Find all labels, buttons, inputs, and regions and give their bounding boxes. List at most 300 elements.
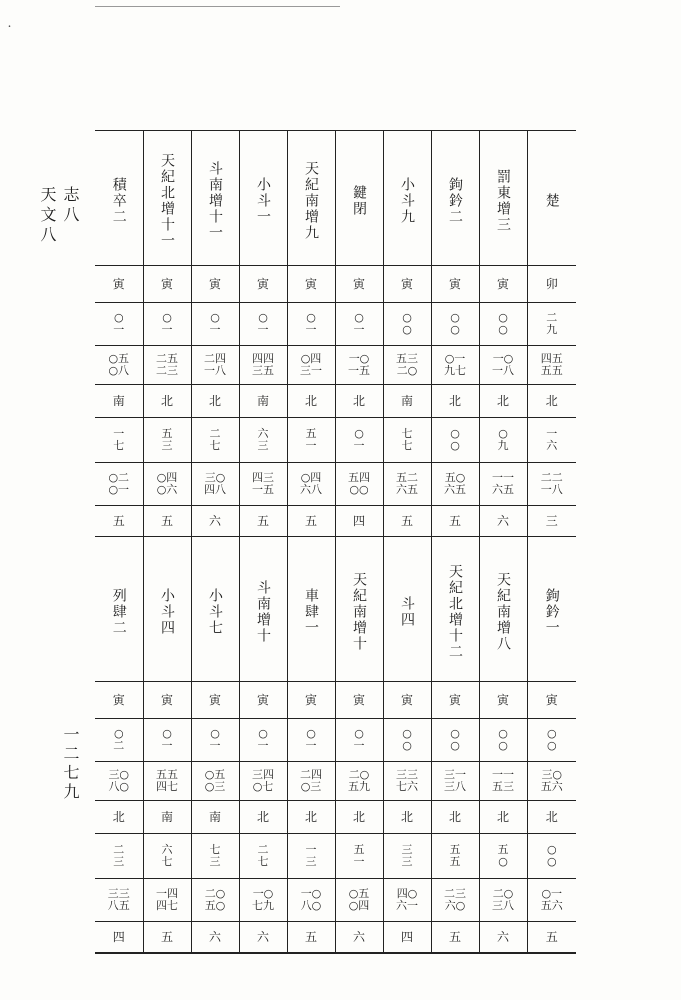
longitude-minutes: ○四 三一 [300, 351, 322, 377]
table-cell [431, 385, 479, 418]
longitude-minutes: 五五 四七 [156, 767, 178, 793]
bottom-row-star-name [95, 537, 576, 682]
table-cell [479, 682, 527, 719]
latitude-minutes: 五二 六五 [396, 470, 418, 496]
latitude-minutes: 一○ 八○ [300, 886, 322, 912]
latitude-degrees: 二 七 [209, 426, 221, 452]
magnitude: 五 [112, 513, 125, 528]
zodiac-branch: 寅 [496, 276, 509, 291]
star-name: 天紀北增十二 [447, 564, 464, 660]
bottom-row-longitude-degrees [95, 719, 576, 762]
latitude-degrees: ○ ○ [450, 426, 460, 452]
bottom-row-zodiac-branch [95, 682, 576, 719]
table-cell [191, 801, 239, 834]
longitude-minutes: 四四 三五 [252, 351, 274, 377]
table-cell [335, 463, 383, 506]
latitude-degrees: ○ 一 [353, 426, 365, 452]
latitude-direction: 北 [112, 809, 125, 824]
table-cell [527, 922, 576, 954]
table-cell [143, 922, 191, 954]
table-cell [527, 385, 576, 418]
longitude-minutes: 三三 七六 [396, 767, 418, 793]
table-cell [527, 537, 576, 682]
table-cell [527, 303, 576, 346]
zodiac-branch: 寅 [400, 276, 413, 291]
table-cell [95, 506, 143, 537]
table-cell [479, 506, 527, 537]
zodiac-branch: 寅 [448, 276, 461, 291]
table-cell [191, 346, 239, 385]
table-cell [335, 719, 383, 762]
magnitude: 五 [304, 513, 317, 528]
magnitude: 六 [496, 929, 509, 944]
table-cell [335, 303, 383, 346]
table-cell [239, 131, 287, 266]
latitude-minutes: 四三 一五 [252, 470, 274, 496]
longitude-minutes: 二四 一八 [204, 351, 226, 377]
latitude-minutes: 五四 ○○ [348, 470, 370, 496]
longitude-degrees: ○ ○ [450, 310, 460, 336]
table-cell [191, 537, 239, 682]
latitude-direction: 南 [160, 809, 173, 824]
table-cell [383, 346, 431, 385]
latitude-degrees: ○ 九 [497, 426, 509, 452]
star-name: 小斗七 [207, 588, 224, 636]
star-name: 天紀南增八 [495, 572, 512, 652]
latitude-minutes: 五○ 六五 [444, 470, 466, 496]
table-cell [287, 506, 335, 537]
table-cell [239, 506, 287, 537]
top-row-magnitude [95, 506, 576, 537]
table-cell [287, 463, 335, 506]
longitude-degrees: ○ ○ [450, 726, 460, 752]
latitude-degrees: 三 三 [401, 842, 413, 868]
latitude-minutes: 四○ 六一 [396, 886, 418, 912]
table-cell [191, 385, 239, 418]
table-cell [335, 682, 383, 719]
table-cell [191, 922, 239, 954]
table-cell [143, 131, 191, 266]
table-cell [335, 834, 383, 879]
latitude-minutes: ○二 ○一 [108, 470, 130, 496]
table-cell [479, 303, 527, 346]
latitude-degrees: 六 三 [257, 426, 269, 452]
table-cell [95, 131, 143, 266]
star-table [95, 130, 576, 954]
longitude-degrees: ○ 一 [305, 726, 317, 752]
table-cell [479, 266, 527, 303]
latitude-degrees: ○ ○ [546, 842, 557, 868]
latitude-direction: 北 [256, 809, 269, 824]
table-cell [191, 682, 239, 719]
latitude-direction: 北 [545, 393, 558, 408]
zodiac-branch: 寅 [160, 692, 173, 707]
table-cell [143, 682, 191, 719]
zodiac-branch: 寅 [400, 692, 413, 707]
bottom-row-magnitude [95, 922, 576, 954]
longitude-minutes: 二五 二三 [156, 351, 178, 377]
table-cell [431, 762, 479, 801]
latitude-direction: 北 [208, 393, 221, 408]
zodiac-branch: 寅 [304, 276, 317, 291]
longitude-degrees: ○ 一 [113, 310, 125, 336]
latitude-direction: 北 [352, 809, 365, 824]
top-rule [95, 6, 340, 7]
longitude-minutes: 二○ 五九 [348, 767, 370, 793]
table-cell [95, 682, 143, 719]
table-cell [431, 719, 479, 762]
table-cell [239, 762, 287, 801]
longitude-minutes: ○五 ○八 [108, 351, 130, 377]
table-cell [95, 537, 143, 682]
table-cell [383, 762, 431, 801]
latitude-direction: 北 [448, 809, 461, 824]
latitude-degrees: 一 三 [305, 842, 317, 868]
table-cell [287, 346, 335, 385]
latitude-degrees: 一 七 [113, 426, 125, 452]
longitude-degrees: ○ 一 [257, 726, 269, 752]
latitude-degrees: 五 ○ [497, 842, 509, 868]
table-cell [287, 303, 335, 346]
page-number: 一二七九 [61, 726, 80, 802]
table-cell [239, 922, 287, 954]
table-cell [287, 266, 335, 303]
magnitude: 六 [352, 929, 365, 944]
latitude-direction: 北 [160, 393, 173, 408]
zodiac-branch: 寅 [208, 692, 221, 707]
longitude-minutes: 三一 三八 [444, 767, 466, 793]
star-name: 積卒二 [110, 177, 127, 225]
longitude-minutes: 三四 ○七 [252, 767, 274, 793]
table-cell [95, 834, 143, 879]
latitude-direction: 南 [256, 393, 269, 408]
table-cell [383, 418, 431, 463]
magnitude: 五 [256, 513, 269, 528]
longitude-minutes: 一○ 一五 [348, 351, 370, 377]
magnitude: 五 [160, 929, 173, 944]
zodiac-branch: 寅 [545, 692, 558, 707]
table-cell [431, 266, 479, 303]
table-cell [191, 719, 239, 762]
zodiac-branch: 寅 [352, 276, 365, 291]
zodiac-branch: 寅 [208, 276, 221, 291]
table-cell [143, 463, 191, 506]
longitude-minutes: 三○ 八○ [108, 767, 130, 793]
table-cell [431, 834, 479, 879]
latitude-direction: 北 [304, 393, 317, 408]
table-cell [479, 834, 527, 879]
table-cell [143, 346, 191, 385]
latitude-minutes: ○一 五六 [540, 886, 563, 912]
star-name: 罰東增三 [495, 169, 512, 233]
latitude-direction: 北 [496, 393, 509, 408]
table-cell [431, 131, 479, 266]
table-cell [95, 463, 143, 506]
zodiac-branch: 卯 [545, 276, 558, 291]
table-cell [383, 922, 431, 954]
table-cell [479, 719, 527, 762]
longitude-minutes: ○五 ○三 [204, 767, 226, 793]
table-cell [143, 385, 191, 418]
star-name: 小斗九 [399, 177, 416, 225]
bottom-row-latitude-degrees [95, 834, 576, 879]
latitude-direction: 南 [112, 393, 125, 408]
table-cell [527, 834, 576, 879]
table-cell [143, 801, 191, 834]
magnitude: 四 [352, 513, 365, 528]
latitude-minutes: ○四 ○六 [156, 470, 178, 496]
table-cell [383, 834, 431, 879]
top-row-star-name [95, 131, 576, 266]
table-cell [143, 719, 191, 762]
zodiac-branch: 寅 [496, 692, 509, 707]
table-cell [239, 879, 287, 922]
table-cell [335, 879, 383, 922]
latitude-minutes: 三三 八五 [107, 886, 130, 912]
table-cell [479, 418, 527, 463]
longitude-degrees: ○ ○ [498, 310, 508, 336]
longitude-degrees: ○ ○ [498, 726, 508, 752]
table-cell [191, 506, 239, 537]
magnitude: 六 [496, 513, 509, 528]
table-cell [287, 418, 335, 463]
top-row-longitude-minutes [95, 346, 576, 385]
latitude-degrees: 七 三 [209, 842, 221, 868]
table-cell [527, 131, 576, 266]
table-cell [287, 719, 335, 762]
table-cell [95, 801, 143, 834]
star-name: 天紀南增九 [303, 161, 320, 241]
zodiac-branch: 寅 [112, 692, 125, 707]
top-row-longitude-degrees [95, 303, 576, 346]
latitude-minutes: 二三 六○ [444, 886, 466, 912]
table-cell [95, 879, 143, 922]
star-name: 斗南增十 [255, 580, 272, 644]
table-cell [287, 879, 335, 922]
table-cell [335, 762, 383, 801]
longitude-degrees: ○ 一 [209, 310, 221, 336]
bottom-row-latitude-minutes [95, 879, 576, 922]
latitude-minutes: 三○ 四八 [204, 470, 226, 496]
zodiac-branch: 寅 [304, 692, 317, 707]
table-cell [239, 719, 287, 762]
table-cell [527, 762, 576, 801]
table-cell [335, 537, 383, 682]
table-cell [239, 834, 287, 879]
top-row-latitude-degrees [95, 418, 576, 463]
longitude-degrees: ○ 一 [161, 310, 173, 336]
longitude-degrees: ○ 一 [209, 726, 221, 752]
table-cell [527, 719, 576, 762]
table-cell [383, 303, 431, 346]
bottom-row-latitude-direction [95, 801, 576, 834]
star-name: 小斗一 [255, 177, 272, 225]
star-name: 鉤鈐二 [447, 177, 464, 225]
longitude-degrees: ○ ○ [402, 310, 412, 336]
table-cell [431, 463, 479, 506]
table-cell [335, 346, 383, 385]
star-name: 天紀北增十一 [159, 153, 176, 249]
longitude-degrees: ○ ○ [546, 726, 557, 752]
table-cell [143, 834, 191, 879]
table-cell [527, 266, 576, 303]
latitude-direction: 南 [208, 809, 221, 824]
star-name: 斗南增十一 [207, 161, 224, 241]
table-cell [239, 801, 287, 834]
table-cell [479, 801, 527, 834]
table-cell [431, 506, 479, 537]
latitude-degrees: 五 三 [161, 426, 173, 452]
latitude-direction: 北 [545, 809, 558, 824]
longitude-minutes: 四五 五五 [540, 351, 563, 377]
latitude-direction: 北 [304, 809, 317, 824]
longitude-degrees: ○ 一 [305, 310, 317, 336]
table-cell [239, 346, 287, 385]
table-cell [383, 537, 431, 682]
table-cell [239, 537, 287, 682]
table-cell [95, 346, 143, 385]
table-cell [335, 801, 383, 834]
table-cell [431, 303, 479, 346]
table-cell [287, 834, 335, 879]
longitude-minutes: 二四 ○三 [300, 767, 322, 793]
table-cell [287, 682, 335, 719]
magnitude: 五 [448, 513, 461, 528]
table-cell [383, 266, 431, 303]
longitude-degrees: ○ 一 [161, 726, 173, 752]
table-cell [95, 762, 143, 801]
table-cell [239, 418, 287, 463]
table-cell [431, 537, 479, 682]
longitude-degrees: ○ 二 [113, 726, 125, 752]
latitude-minutes: 一○ 七九 [252, 886, 274, 912]
table-cell [239, 463, 287, 506]
zodiac-branch: 寅 [256, 276, 269, 291]
table-cell [431, 801, 479, 834]
magnitude: 四 [400, 929, 413, 944]
table-cell [479, 537, 527, 682]
latitude-minutes: ○四 六八 [300, 470, 322, 496]
table-cell [527, 463, 576, 506]
star-name: 斗四 [399, 596, 416, 628]
table-cell [383, 719, 431, 762]
table-cell [479, 922, 527, 954]
latitude-direction: 北 [352, 393, 365, 408]
star-name: 列肆二 [110, 588, 127, 636]
top-row-latitude-minutes [95, 463, 576, 506]
longitude-degrees: ○ ○ [402, 726, 412, 752]
table-cell [383, 463, 431, 506]
latitude-degrees: 二 七 [257, 842, 269, 868]
table-cell [479, 131, 527, 266]
table-cell [287, 922, 335, 954]
zodiac-branch: 寅 [112, 276, 125, 291]
table-cell [479, 762, 527, 801]
section-title: 天文八 [38, 186, 57, 246]
table-cell [335, 385, 383, 418]
star-name: 車肆一 [303, 588, 320, 636]
magnitude: 六 [208, 513, 221, 528]
longitude-degrees: ○ 一 [257, 310, 269, 336]
table-cell [479, 879, 527, 922]
latitude-degrees: 五 一 [353, 842, 365, 868]
latitude-degrees: 一 六 [546, 426, 558, 452]
table-cell [191, 418, 239, 463]
table-cell [431, 418, 479, 463]
latitude-minutes: 一一 六五 [492, 470, 514, 496]
latitude-direction: 北 [496, 809, 509, 824]
bottom-row-longitude-minutes [95, 762, 576, 801]
table-cell [143, 537, 191, 682]
table-cell [191, 879, 239, 922]
latitude-direction: 南 [400, 393, 413, 408]
magnitude: 五 [400, 513, 413, 528]
table-cell [143, 879, 191, 922]
latitude-minutes: 二○ 五○ [204, 886, 226, 912]
table-cell [527, 506, 576, 537]
table-cell [95, 418, 143, 463]
table-cell [239, 385, 287, 418]
magnitude: 六 [256, 929, 269, 944]
magnitude: 三 [545, 513, 558, 528]
longitude-degrees: ○ 一 [353, 726, 365, 752]
table-cell [287, 385, 335, 418]
latitude-minutes: 二○ 三八 [492, 886, 514, 912]
table-cell [527, 879, 576, 922]
latitude-minutes: 二二 一八 [540, 470, 563, 496]
magnitude: 五 [448, 929, 461, 944]
latitude-minutes: ○五 ○四 [348, 886, 370, 912]
latitude-degrees: 六 七 [161, 842, 173, 868]
table-cell [431, 682, 479, 719]
table-cell [287, 801, 335, 834]
longitude-degrees: ○ 一 [353, 310, 365, 336]
table-cell [95, 266, 143, 303]
table-cell [431, 922, 479, 954]
top-row-zodiac-branch [95, 266, 576, 303]
table-cell [191, 303, 239, 346]
table-cell [431, 346, 479, 385]
top-row-latitude-direction [95, 385, 576, 418]
star-name: 鉤鈐一 [543, 588, 560, 636]
table-cell [335, 506, 383, 537]
magnitude: 四 [112, 929, 125, 944]
table-cell [383, 801, 431, 834]
star-name: 小斗四 [159, 588, 176, 636]
longitude-minutes: 一一 五三 [492, 767, 514, 793]
table-cell [383, 879, 431, 922]
latitude-degrees: 二 三 [113, 842, 125, 868]
table-cell [527, 346, 576, 385]
table-cell [431, 879, 479, 922]
longitude-minutes: 五三 二○ [396, 351, 418, 377]
table-cell [239, 682, 287, 719]
star-name: 天紀南增十 [351, 572, 368, 652]
magnitude: 六 [208, 929, 221, 944]
table-cell [95, 303, 143, 346]
table-cell [143, 418, 191, 463]
table-cell [191, 762, 239, 801]
table-cell [335, 266, 383, 303]
table-cell [479, 385, 527, 418]
table-cell [527, 801, 576, 834]
table-cell [191, 463, 239, 506]
star-name: 鍵閉 [351, 185, 368, 217]
zodiac-branch: 寅 [448, 692, 461, 707]
table-cell [479, 463, 527, 506]
table-cell [527, 682, 576, 719]
table-cell [239, 266, 287, 303]
